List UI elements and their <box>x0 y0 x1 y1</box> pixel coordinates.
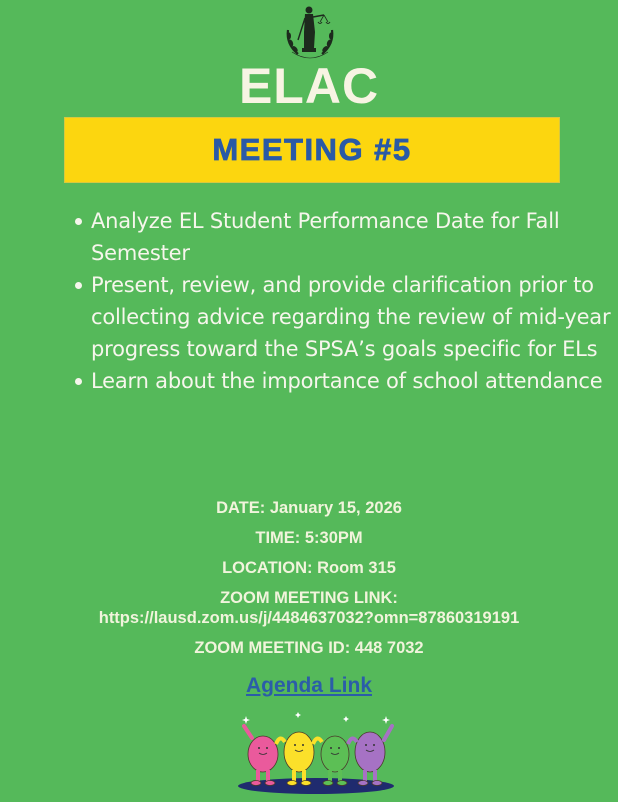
bullet-icon <box>75 218 82 225</box>
meeting-time: TIME: 5:30PM <box>255 529 363 547</box>
agenda-items-list <box>72 205 612 397</box>
school-emblem-logo <box>278 2 342 62</box>
agenda-link[interactable]: Agenda Link <box>245 674 372 697</box>
agenda-item <box>72 269 612 365</box>
meeting-number-label: MEETING #5 <box>212 132 412 167</box>
four-friends-holding-hands-icon <box>236 708 396 798</box>
meeting-date: DATE: January 15, 2026 <box>216 499 402 517</box>
agenda-link-container <box>0 674 618 698</box>
bullet-icon <box>75 282 82 289</box>
zoom-link-url[interactable]: https://lausd.zom.us/j/4484637032?omn=87860319191 <box>98 609 520 627</box>
meeting-location: LOCATION: Room 315 <box>222 559 396 577</box>
agenda-item-text: Learn about the importance of school attendance <box>91 369 603 393</box>
friends-illustration <box>236 708 396 798</box>
bullet-icon <box>75 378 82 385</box>
page-title: ELAC <box>238 58 380 114</box>
agenda-item <box>72 365 612 397</box>
meeting-banner <box>64 117 560 183</box>
zoom-link-label: ZOOM MEETING LINK: <box>220 589 398 607</box>
scales-of-justice-emblem-icon <box>278 2 342 62</box>
meeting-details <box>0 498 618 658</box>
zoom-meeting-id: ZOOM MEETING ID: 448 7032 <box>194 639 424 657</box>
agenda-item-text: Analyze EL Student Performance Date for Fall Semester <box>91 209 560 265</box>
agenda-item-text: Present, review, and provide clarification prior to collecting advice regarding the review of mid-year progress toward the SPSA’s goals specific for ELs <box>91 273 611 361</box>
agenda-item <box>72 205 612 269</box>
